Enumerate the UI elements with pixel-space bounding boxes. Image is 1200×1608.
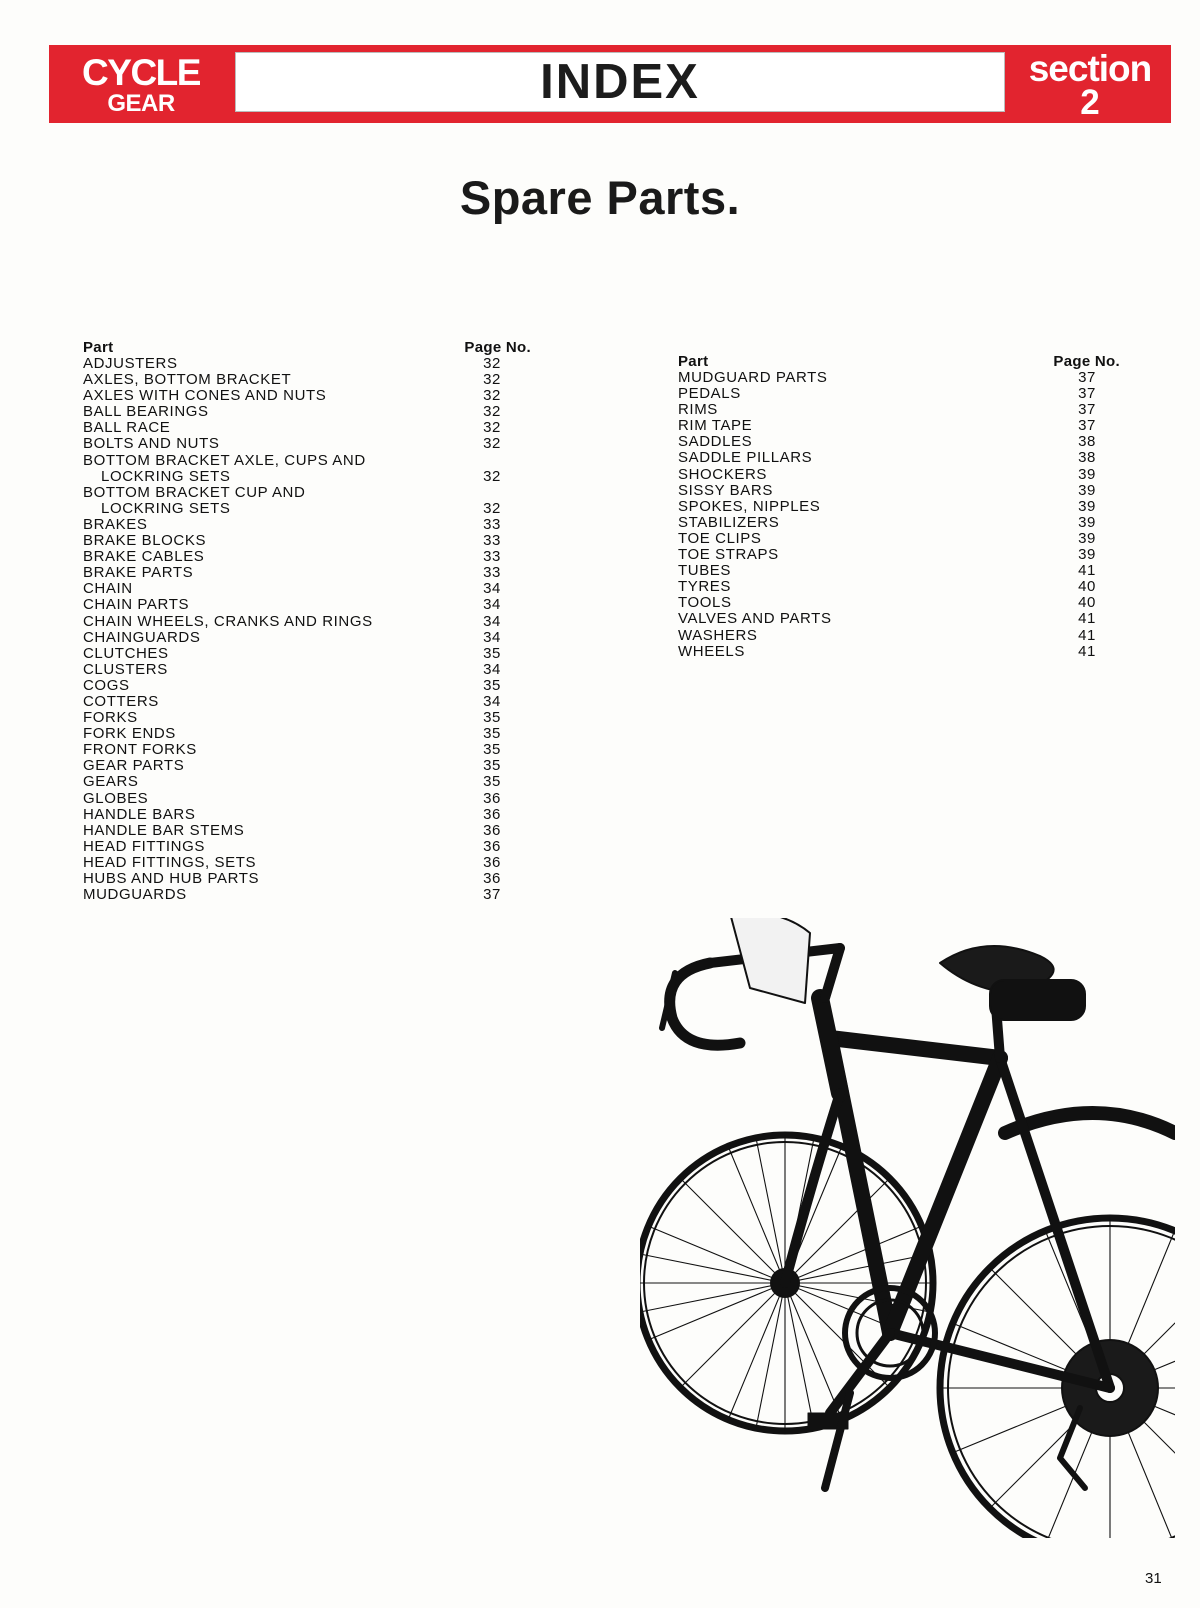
part-name: HEAD FITTINGS, SETS [83, 853, 257, 871]
index-list-left [83, 356, 503, 903]
part-name: GLOBES [83, 789, 149, 807]
index-entry [83, 436, 503, 452]
part-name: BOTTOM BRACKET AXLE, CUPS AND [83, 451, 366, 469]
part-name: SADDLES [678, 433, 753, 451]
part-name: FRONT FORKS [83, 741, 197, 759]
index-entry [83, 646, 503, 662]
section-number: 2 [1080, 83, 1100, 122]
index-entry [678, 579, 1098, 595]
index-entry [678, 499, 1098, 515]
index-entry [678, 467, 1098, 483]
index-entry [678, 531, 1098, 547]
index-entry [83, 630, 503, 646]
page-number-ref: 37 [483, 886, 501, 904]
index-title: INDEX [235, 52, 1005, 112]
index-entry [83, 855, 503, 871]
part-name: CHAIN PARTS [83, 596, 190, 614]
column-header [83, 339, 531, 356]
page-number-ref: 35 [483, 773, 501, 791]
page-number-ref: 33 [483, 515, 501, 533]
page-number-ref: 41 [1078, 610, 1096, 628]
page-number-ref: 41 [1078, 562, 1096, 580]
part-name: RIM TAPE [678, 417, 753, 435]
part-name: MUDGUARD PARTS [678, 369, 828, 386]
index-entry [83, 871, 503, 887]
page-number-ref: 35 [483, 725, 501, 743]
page-number-ref: 36 [483, 837, 501, 855]
page-number-ref: 36 [483, 870, 501, 887]
part-name: HEAD FITTINGS [83, 837, 205, 855]
part-name: CLUSTERS [83, 660, 168, 678]
page-number-ref: 34 [483, 628, 501, 646]
part-name: BRAKE PARTS [83, 564, 194, 582]
index-entry [83, 372, 503, 388]
index-entry [83, 485, 503, 501]
page-number-ref: 39 [1078, 546, 1096, 564]
page-number-ref: 34 [483, 580, 501, 598]
page-number-ref: 37 [1078, 401, 1096, 419]
index-entry [83, 791, 503, 807]
part-name: BOTTOM BRACKET CUP AND [83, 483, 306, 501]
index-entry [83, 839, 503, 855]
index-entry [83, 565, 503, 581]
part-name: BOLTS AND NUTS [83, 435, 220, 453]
page-number-ref: 34 [483, 612, 501, 630]
part-header: Part [83, 339, 114, 356]
index-entry [678, 563, 1098, 579]
index-list-right [678, 370, 1098, 660]
index-entry [83, 404, 503, 420]
page-number-ref: 35 [483, 676, 501, 694]
page-number-ref: 33 [483, 532, 501, 550]
page-title: Spare Parts. [459, 171, 741, 224]
page-no-header: Page No. [1053, 353, 1120, 370]
brand-line-2: GEAR [107, 90, 175, 117]
index-entry [83, 597, 503, 613]
page-number-ref: 36 [483, 853, 501, 871]
index-entry [678, 628, 1098, 644]
page-number-ref: 35 [483, 709, 501, 727]
index-entry [678, 515, 1098, 531]
part-name: SADDLE PILLARS [678, 449, 813, 467]
part-name: BALL RACE [83, 419, 171, 437]
part-name: GEARS [83, 773, 139, 791]
part-name: COGS [83, 676, 130, 694]
page-number-ref: 32 [483, 403, 501, 421]
page-number-ref: 32 [483, 355, 501, 372]
index-entry [83, 887, 503, 903]
part-name: TOE CLIPS [678, 529, 762, 547]
index-entry [678, 386, 1098, 402]
page-number-ref: 35 [483, 741, 501, 759]
part-name: CLUTCHES [83, 644, 169, 662]
page-number-ref: 41 [1078, 642, 1096, 660]
index-entry [83, 501, 503, 517]
page-number-ref: 40 [1078, 578, 1096, 596]
part-name: CHAIN WHEELS, CRANKS AND RINGS [83, 612, 373, 630]
page-number-ref: 35 [483, 757, 501, 775]
index-column-right [678, 353, 1120, 660]
index-column-left [83, 339, 531, 904]
page-number-ref: 39 [1078, 513, 1096, 531]
index-entry [83, 469, 503, 485]
part-name: GEAR PARTS [83, 757, 185, 775]
page-number-ref: 36 [483, 821, 501, 839]
index-entry [83, 614, 503, 630]
index-entry [678, 644, 1098, 660]
part-name: COTTERS [83, 692, 159, 710]
page-number-ref: 34 [483, 692, 501, 710]
page-number-ref: 39 [1078, 465, 1096, 483]
part-name: HANDLE BAR STEMS [83, 821, 245, 839]
index-entry [678, 370, 1098, 386]
page-number-ref: 34 [483, 596, 501, 614]
index-entry [678, 611, 1098, 627]
part-name: AXLES, BOTTOM BRACKET [83, 371, 292, 389]
part-name: SHOCKERS [678, 465, 767, 483]
section-word: section [1028, 48, 1152, 89]
page-number-ref: 32 [483, 499, 501, 517]
page-number-ref: 32 [483, 419, 501, 437]
part-name: HANDLE BARS [83, 805, 196, 823]
page-number-ref: 32 [483, 467, 501, 485]
page-number-ref: 34 [483, 660, 501, 678]
part-name: ADJUSTERS [83, 355, 178, 372]
part-name: TYRES [678, 578, 732, 596]
part-name: TOE STRAPS [678, 546, 779, 564]
part-name: TOOLS [678, 594, 732, 612]
part-name: BRAKE BLOCKS [83, 532, 207, 550]
index-entry [678, 483, 1098, 499]
index-entry [83, 533, 503, 549]
page-number-ref: 39 [1078, 497, 1096, 515]
index-entry [83, 678, 503, 694]
page-number-ref: 36 [483, 805, 501, 823]
index-entry [83, 742, 503, 758]
part-name: PEDALS [678, 385, 741, 403]
part-name: TUBES [678, 562, 732, 580]
page-number-ref: 32 [483, 387, 501, 405]
part-name: SPOKES, NIPPLES [678, 497, 821, 515]
part-name: BALL BEARINGS [83, 403, 209, 421]
index-entry [83, 388, 503, 404]
part-name: LOCKRING SETS [101, 499, 231, 517]
index-entry [83, 453, 503, 469]
page-number: 31 [1145, 1570, 1162, 1587]
page-number-ref: 37 [1078, 417, 1096, 435]
index-entry [83, 517, 503, 533]
page-number-ref: 38 [1078, 433, 1096, 451]
index-entry [83, 662, 503, 678]
index-entry [678, 402, 1098, 418]
part-name: FORKS [83, 709, 138, 727]
part-name: CHAINGUARDS [83, 628, 201, 646]
index-entry [83, 758, 503, 774]
part-name: BRAKES [83, 515, 148, 533]
page-number-ref: 38 [1078, 449, 1096, 467]
part-name: WASHERS [678, 626, 758, 644]
brand-logo [49, 45, 233, 123]
index-entry [678, 450, 1098, 466]
page-number-ref: 37 [1078, 385, 1096, 403]
page-number-ref: 36 [483, 789, 501, 807]
index-entry [83, 807, 503, 823]
page-no-header: Page No. [464, 339, 531, 356]
page-number-ref: 35 [483, 644, 501, 662]
index-entry [83, 694, 503, 710]
part-name: FORK ENDS [83, 725, 176, 743]
page-number-ref: 32 [483, 435, 501, 453]
index-entry [678, 547, 1098, 563]
page-number-ref: 39 [1078, 481, 1096, 499]
part-name: RIMS [678, 401, 718, 419]
part-name: HUBS AND HUB PARTS [83, 870, 260, 887]
part-header: Part [678, 353, 709, 370]
index-entry [83, 774, 503, 790]
page-number-ref: 40 [1078, 594, 1096, 612]
part-name: LOCKRING SETS [101, 467, 231, 485]
index-entry [83, 420, 503, 436]
index-entry [83, 726, 503, 742]
header-banner [49, 45, 1171, 123]
brand-line-1: CYCLE [82, 52, 200, 93]
part-name: VALVES AND PARTS [678, 610, 832, 628]
part-name: WHEELS [678, 642, 745, 660]
section-label [1009, 45, 1171, 123]
bicycle-icon [640, 918, 1175, 1538]
index-entry [678, 418, 1098, 434]
part-name: SISSY BARS [678, 481, 773, 499]
page-number-ref: 33 [483, 564, 501, 582]
page-number-ref: 41 [1078, 626, 1096, 644]
page-number-ref: 37 [1078, 369, 1096, 386]
page-number-ref: 39 [1078, 529, 1096, 547]
index-entry [83, 549, 503, 565]
page-number-ref: 33 [483, 548, 501, 566]
index-entry [678, 434, 1098, 450]
part-name: BRAKE CABLES [83, 548, 205, 566]
part-name: CHAIN [83, 580, 133, 598]
part-name: STABILIZERS [678, 513, 780, 531]
index-entry [83, 710, 503, 726]
page-number-ref: 32 [483, 371, 501, 389]
index-entry [83, 581, 503, 597]
part-name: MUDGUARDS [83, 886, 187, 904]
column-header [678, 353, 1120, 370]
part-name: AXLES WITH CONES AND NUTS [83, 387, 327, 405]
index-entry [83, 823, 503, 839]
index-entry [678, 595, 1098, 611]
index-entry [83, 356, 503, 372]
